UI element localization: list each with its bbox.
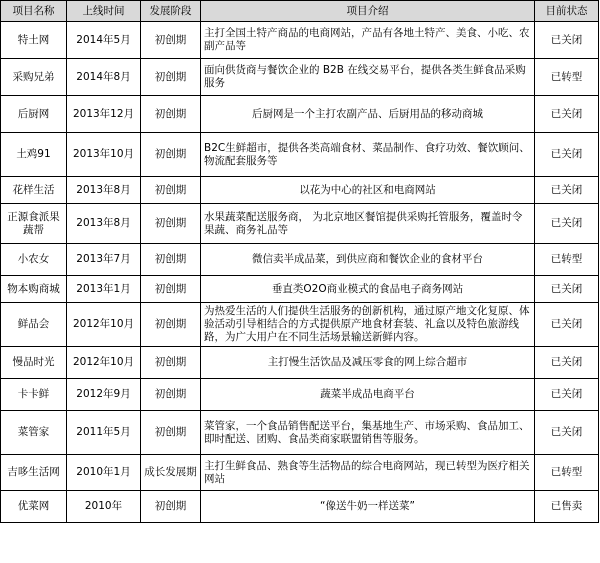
- stage: 成长发展期: [141, 455, 201, 491]
- table-row: [1, 133, 599, 177]
- table-row: [1, 59, 599, 96]
- status: 已关闭: [535, 133, 599, 177]
- status: 已转型: [535, 455, 599, 491]
- project-name: 吉哆生活网: [1, 455, 67, 491]
- stage: 初创期: [141, 22, 201, 59]
- status: 已转型: [535, 244, 599, 276]
- status: 已转型: [535, 59, 599, 96]
- project-name: 慢品时光: [1, 347, 67, 379]
- intro: 为热爱生活的人们提供生活服务的创新机构，通过原产地文化复原、体验活动引导相结合的方式提供原产地食材套装、礼盒以及特色旅游线路，为广大用户在不同生活场景输送新鲜内容。: [201, 303, 535, 347]
- stage: 初创期: [141, 379, 201, 411]
- header-project-name: 项目名称: [1, 1, 67, 22]
- intro: 主打生鲜食品、熟食等生活物品的综合电商网站，现已转型为医疗相关网站: [201, 455, 535, 491]
- status: 已关闭: [535, 177, 599, 204]
- status: 已关闭: [535, 22, 599, 59]
- launch-time: 2013年8月: [67, 177, 141, 204]
- launch-time: 2010年1月: [67, 455, 141, 491]
- table-row: [1, 303, 599, 347]
- stage: 初创期: [141, 177, 201, 204]
- intro: 后厨网是一个主打农副产品、后厨用品的移动商城: [201, 96, 535, 133]
- status: 已关闭: [535, 204, 599, 244]
- project-name: 土鸡91: [1, 133, 67, 177]
- header-row: [1, 1, 599, 22]
- header-launch-time: 上线时间: [67, 1, 141, 22]
- status: 已售卖: [535, 491, 599, 523]
- launch-time: 2012年10月: [67, 303, 141, 347]
- project-name: 花样生活: [1, 177, 67, 204]
- intro: 菜管家，一个食品销售配送平台，集基地生产、市场采购、食品加工、即时配送、团购、食品类商家联盟销售等服务。: [201, 411, 535, 455]
- stage: 初创期: [141, 59, 201, 96]
- launch-time: 2013年1月: [67, 276, 141, 303]
- launch-time: 2010年: [67, 491, 141, 523]
- stage: 初创期: [141, 347, 201, 379]
- status: 已关闭: [535, 96, 599, 133]
- status: 已关闭: [535, 276, 599, 303]
- project-name: 特土网: [1, 22, 67, 59]
- table-row: [1, 177, 599, 204]
- project-name: 采购兄弟: [1, 59, 67, 96]
- project-name: 鲜品会: [1, 303, 67, 347]
- stage: 初创期: [141, 244, 201, 276]
- project-name: 优菜网: [1, 491, 67, 523]
- launch-time: 2013年7月: [67, 244, 141, 276]
- project-name: 正源食派果蔬帮: [1, 204, 67, 244]
- stage: 初创期: [141, 276, 201, 303]
- project-name: 菜管家: [1, 411, 67, 455]
- stage: 初创期: [141, 133, 201, 177]
- table-row: [1, 96, 599, 133]
- intro: B2C生鲜超市，提供各类高端食材、菜品制作、食疗功效、餐饮顾问、物流配套服务等: [201, 133, 535, 177]
- stage: 初创期: [141, 96, 201, 133]
- stage: 初创期: [141, 411, 201, 455]
- status: 已关闭: [535, 411, 599, 455]
- project-name: 小农女: [1, 244, 67, 276]
- launch-time: 2012年9月: [67, 379, 141, 411]
- intro: 主打全国土特产商品的电商网站，产品有各地土特产、美食、小吃、农副产品等: [201, 22, 535, 59]
- table-row: [1, 347, 599, 379]
- intro: 以花为中心的社区和电商网站: [201, 177, 535, 204]
- intro: 垂直类O2O商业模式的食品电子商务网站: [201, 276, 535, 303]
- intro: 水果蔬菜配送服务商， 为北京地区餐馆提供采购托管服务，覆盖时令果蔬、商务礼品等: [201, 204, 535, 244]
- intro: “像送牛奶一样送菜”: [201, 491, 535, 523]
- project-name: 后厨网: [1, 96, 67, 133]
- table-row: [1, 411, 599, 455]
- intro: 微信卖半成品菜，到供应商和餐饮企业的食材平台: [201, 244, 535, 276]
- status: 已关闭: [535, 347, 599, 379]
- launch-time: 2014年5月: [67, 22, 141, 59]
- table-row: [1, 455, 599, 491]
- intro: 蔬菜半成品电商平台: [201, 379, 535, 411]
- project-name: 物本购商城: [1, 276, 67, 303]
- header-stage: 发展阶段: [141, 1, 201, 22]
- launch-time: 2011年5月: [67, 411, 141, 455]
- status: 已关闭: [535, 303, 599, 347]
- launch-time: 2013年12月: [67, 96, 141, 133]
- table-row: [1, 491, 599, 523]
- launch-time: 2014年8月: [67, 59, 141, 96]
- header-intro: 项目介绍: [201, 1, 535, 22]
- table-row: [1, 276, 599, 303]
- table-row: [1, 244, 599, 276]
- launch-time: 2013年8月: [67, 204, 141, 244]
- stage: 初创期: [141, 491, 201, 523]
- table-row: [1, 379, 599, 411]
- launch-time: 2012年10月: [67, 347, 141, 379]
- stage: 初创期: [141, 204, 201, 244]
- intro: 面向供货商与餐饮企业的 B2B 在线交易平台，提供各类生鲜食品采购服务: [201, 59, 535, 96]
- header-status: 目前状态: [535, 1, 599, 22]
- table-row: [1, 22, 599, 59]
- status: 已关闭: [535, 379, 599, 411]
- project-name: 卡卡鲜: [1, 379, 67, 411]
- table-row: [1, 204, 599, 244]
- launch-time: 2013年10月: [67, 133, 141, 177]
- stage: 初创期: [141, 303, 201, 347]
- intro: 主打慢生活饮品及减压零食的网上综合超市: [201, 347, 535, 379]
